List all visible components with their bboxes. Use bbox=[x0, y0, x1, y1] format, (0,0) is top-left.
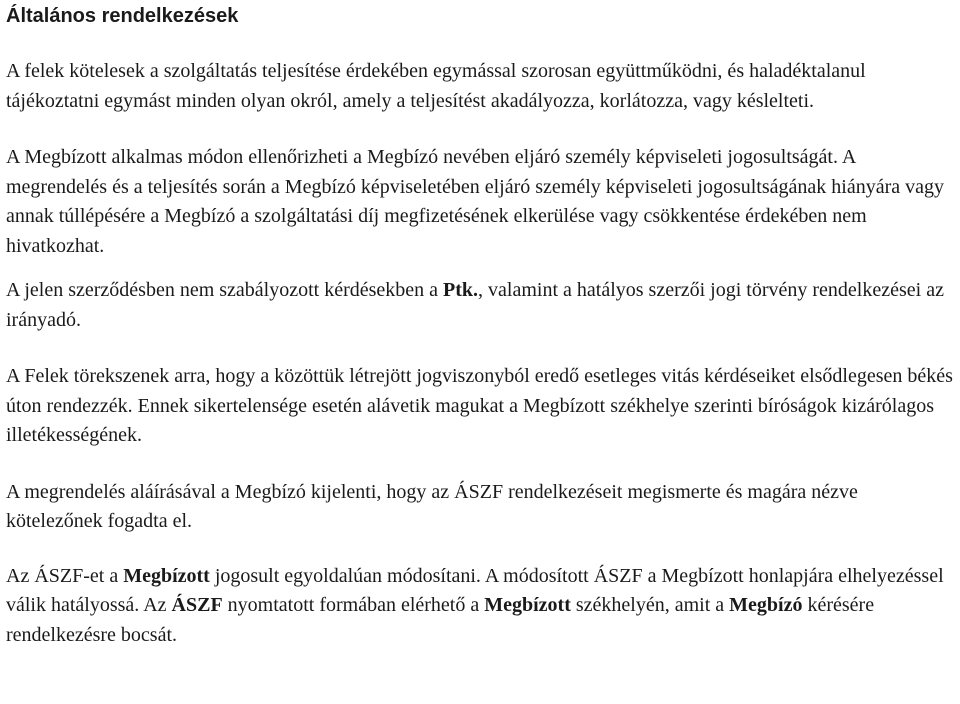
paragraph-text: , valamint a hatályos szerzői jogi törvény rendelkezései az irányadó. bbox=[6, 279, 944, 331]
bold-term-ptk: Ptk. bbox=[443, 279, 479, 301]
paragraph-acceptance bbox=[6, 478, 954, 537]
paragraph-disputes bbox=[6, 362, 954, 451]
paragraph-amendment bbox=[6, 562, 954, 651]
section-heading: Általános rendelkezések bbox=[6, 5, 239, 27]
paragraph-text: A Megbízott alkalmas módon ellenőrizheti a Megbízó nevében eljáró személy képviseleti jogosultságát. A megrendelés és a teljesítés során a Megbízó képviseletében eljáró személy képviseleti jogosultságának hiányára vagy annak túllépésére a Megbízó a szolgáltatási díj megfizetésének elkerülése vagy csökkentése érdekében nem hivatkozhat. bbox=[6, 146, 944, 257]
paragraph-governing-law bbox=[6, 276, 954, 335]
paragraph-text: jogosult egyoldalúan módosítani. A módosított ÁSZF a Megbízott honlapjára elhelyezéssel válik hatályossá. Az bbox=[6, 564, 944, 616]
document-page bbox=[6, 0, 954, 650]
bold-term-megbizo: Megbízó bbox=[729, 594, 803, 616]
bold-term-megbizott: Megbízott bbox=[484, 594, 571, 616]
bold-term-aszf: ÁSZF bbox=[171, 594, 223, 616]
paragraph-text: A felek kötelesek a szolgáltatás teljesítése érdekében egymással szorosan együttműködni, és haladéktalanul tájékoztatni egymást minden olyan okról, amely a teljesítést akadályozza, korlátozza, vagy késlelteti. bbox=[6, 60, 866, 112]
paragraph-text: székhelyén, amit a bbox=[570, 594, 730, 616]
paragraph-representation bbox=[6, 143, 954, 261]
paragraph-text: A jelen szerződésben nem szabályozott kérdésekben a bbox=[6, 279, 444, 301]
paragraph-text: Az ÁSZF-et a bbox=[6, 564, 124, 587]
paragraph-text: kérésére rendelkezésre bocsát. bbox=[6, 594, 875, 646]
paragraph-text: nyomtatott formában elérhető a bbox=[222, 594, 485, 616]
paragraph-text: A megrendelés aláírásával a Megbízó kijelenti, hogy az ÁSZF rendelkezéseit megismerte és magára nézve kötelezőnek fogadta el. bbox=[6, 480, 858, 532]
bold-term-megbizott: Megbízott bbox=[123, 564, 210, 587]
paragraph-text: A Felek törekszenek arra, hogy a közöttük létrejött jogviszonyból eredő esetleges vitás kérdéseiket elsődlegesen békés úton rendezzék. Ennek sikertelensége esetén alávetik magukat a Megbízott székhelye szerinti bíróságok kizárólagos illetékességének. bbox=[6, 365, 953, 446]
paragraph-cooperation bbox=[6, 57, 954, 116]
